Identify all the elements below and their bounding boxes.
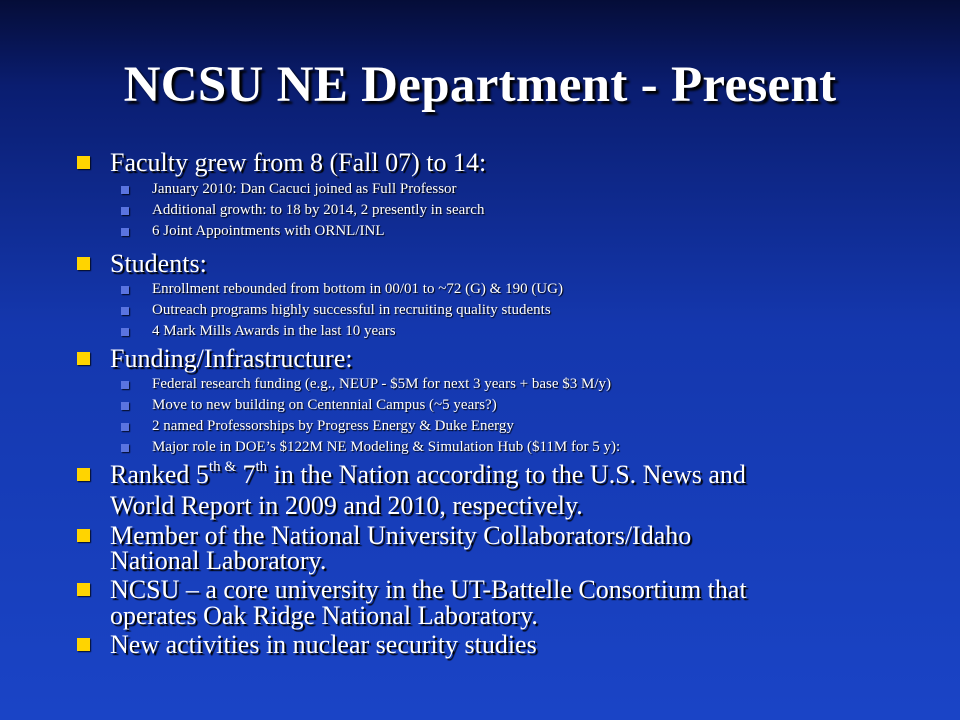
square-bullet-icon: [77, 583, 90, 596]
square-bullet-icon: [77, 352, 90, 365]
square-bullet-icon: [77, 638, 90, 651]
square-bullet-icon: [121, 328, 129, 336]
ranked-suffix: in the Nation according to the U.S. News and: [267, 460, 746, 489]
sub-bullet-text: Additional growth: to 18 by 2014, 2 presently in search: [152, 202, 485, 218]
sub-bullet-text: January 2010: Dan Cacuci joined as Full Professor: [152, 181, 457, 197]
sub-bullet-text: 4 Mark Mills Awards in the last 10 years: [152, 323, 396, 339]
square-bullet-icon: [121, 402, 129, 410]
sub-bullet-text: 2 named Professorships by Progress Energy & Duke Energy: [152, 418, 514, 434]
sub-bullet-text: Enrollment rebounded from bottom in 00/01 to ~72 (G) & 190 (UG): [152, 281, 563, 297]
sub-bullet-text: Move to new building on Centennial Campus (~5 years?): [152, 397, 497, 413]
square-bullet-icon: [77, 468, 90, 481]
sub-bullet-text: Major role in DOE’s $122M NE Modeling & Simulation Hub ($11M for 5 y):: [152, 439, 621, 455]
square-bullet-icon: [121, 228, 129, 236]
bullet-text: Faculty grew from 8 (Fall 07) to 14:: [110, 148, 487, 177]
square-bullet-icon: [121, 186, 129, 194]
square-bullet-icon: [77, 529, 90, 542]
bullet-text: [110, 459, 746, 489]
square-bullet-icon: [77, 257, 90, 270]
bullet-text: National Laboratory.: [110, 546, 327, 575]
sub-bullet-text: 6 Joint Appointments with ORNL/INL: [152, 223, 385, 239]
square-bullet-icon: [121, 286, 129, 294]
ranked-mid: 7: [236, 460, 256, 489]
ranked-sup-2: th: [255, 459, 268, 476]
sub-bullet-text: Outreach programs highly successful in recruiting quality students: [152, 302, 551, 318]
square-bullet-icon: [121, 307, 129, 315]
square-bullet-icon: [121, 381, 129, 389]
bullet-text: Member of the National University Collaborators/Idaho: [110, 521, 692, 550]
slide-title: NCSU NE Department - Present: [123, 57, 837, 113]
square-bullet-icon: [121, 423, 129, 431]
ranked-prefix: Ranked 5: [110, 460, 209, 489]
bullet-text: Funding/Infrastructure:: [110, 344, 353, 373]
ranked-sup-1: th &: [208, 459, 237, 476]
square-bullet-icon: [77, 156, 90, 169]
bullet-text: Students:: [110, 249, 207, 278]
bullet-text: NCSU – a core university in the UT-Battelle Consortium that: [110, 575, 747, 604]
bullet-text: operates Oak Ridge National Laboratory.: [110, 601, 538, 630]
bullet-text: New activities in nuclear security studies: [110, 630, 537, 659]
sub-bullet-text: Federal research funding (e.g., NEUP - $5M for next 3 years + base $3 M/y): [152, 376, 612, 392]
square-bullet-icon: [121, 444, 129, 452]
square-bullet-icon: [121, 207, 129, 215]
bullet-text: World Report in 2009 and 2010, respectively.: [110, 491, 583, 520]
